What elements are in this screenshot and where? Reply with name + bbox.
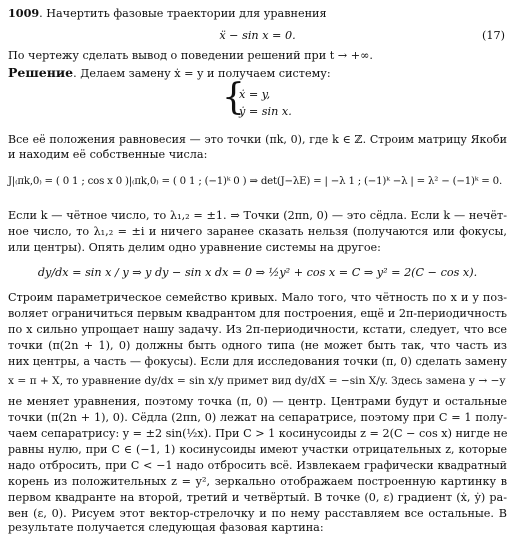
text-line-5: ное число, то λ₁,₂ = ±i и ничего заранее сказать нельзя (получаются или фокусы, (8, 225, 507, 238)
system-line-2: ẏ = sin x. (239, 105, 292, 118)
system-line-1: ẋ = y, (239, 88, 271, 101)
text-line-6: или центры). Опять делим одно уравнение системы на другое: (8, 241, 381, 254)
equation-number: (17) (482, 29, 505, 42)
text-line-2: и находим её собственные числа: (8, 148, 208, 161)
solution-intro: . Делаем замену ẋ = y и получаем систему: (73, 67, 331, 80)
text-line-11: точки (π(2n + 1), 0) должны быть одного типа (не может быть так, что часть из (8, 339, 507, 352)
text-line-4: Если k — чётное число, то λ₁,₂ = ±1. ⇒ Точки (2πn, 0) — это сёдла. Если k — нечёт- (8, 209, 507, 222)
equation-system (222, 77, 342, 122)
solution-intro-line (8, 65, 507, 82)
text-line-8: Строим параметрическое семейство кривых. Мало того, что чётность по x и y поз- (8, 291, 507, 304)
text-line-16: чаем сепаратрису: y = ±2 sin(½x). При C > 1 косинусоиды z = 2(C − cos x) нигде не (8, 427, 508, 440)
solution-heading: Решение (8, 65, 74, 80)
system-brace: { (222, 77, 245, 118)
text-line-1: Все её положения равновесия — это точки (πk, 0), где k ∈ ℤ. Строим матрицу Якоби (8, 133, 507, 146)
text-line-10: по x сильно упрощает нашу задачу. Из 2π-периодичности, кстати, следует, что все (8, 323, 507, 336)
text-line-14: не меняет уравнения, поэтому точка (π, 0) — центр. Центрами будут и остальные (8, 395, 507, 408)
text-line-18: надо отбросить, при C < −1 надо отбросить всё. Извлекаем графически квадратный (8, 459, 507, 472)
main-equation-text: ẍ − sin x = 0. (219, 29, 296, 42)
problem-number: 1009 (8, 6, 40, 20)
jacobian-formula: J|₍πk,0₎ = ( 0 1 ; cos x 0 )|₍πk,0₎ = ( 0 1 ; (−1)ᵏ 0 ) ⇒ det(J−λE) = | −λ 1 ; (−1)ᵏ −λ | = λ² − (−1)ᵏ = 0. (8, 176, 502, 187)
problem-task: По чертежу сделать вывод о поведении решений при t → +∞. (8, 49, 373, 62)
problem-statement: . Начертить фазовые траектории для уравнения (39, 7, 327, 20)
text-line-17: равны нулю, при C ∈ (−1, 1) косинусоиды имеют участки отрицательных z, которые (8, 443, 507, 456)
text-line-21: вен (ε, 0). Рисуем этот вектор-стрелочку и по нему расставляем все остальные. В (8, 507, 507, 520)
separation-formula: dy/dx = sin x / y ⇒ y dy − sin x dx = 0 ⇒ ½y² + cos x = C ⇒ y² = 2(C − cos x). (37, 266, 478, 279)
text-line-12: них центры, а часть — фокусы). Если для исследования точки (π, 0) сделать замену (8, 355, 507, 368)
text-line-22: результате получается следующая фазовая картина: (8, 521, 324, 534)
problem-header (8, 6, 507, 22)
text-line-13: x = π + X, то уравнение dy/dx = sin x/y примет вид dy/dX = −sin X/y. Здесь замена y → −y (8, 375, 506, 387)
text-line-15: точки (π(2n + 1), 0). Сёдла (2πn, 0) лежат на сепаратрисе, поэтому при C = 1 полу- (8, 411, 507, 424)
text-line-20: первом квадранте на второй, третий и четвёртый. В точке (0, ε) градиент (ẋ, ẏ) ра- (8, 491, 507, 504)
main-equation (8, 29, 507, 44)
text-line-19: корень из положительных z = y², зеркально отображаем построенную картинку в (8, 475, 507, 488)
text-line-9: воляет ограничиться первым квадрантом для построения, ещё и 2π-периодичность (8, 307, 507, 320)
